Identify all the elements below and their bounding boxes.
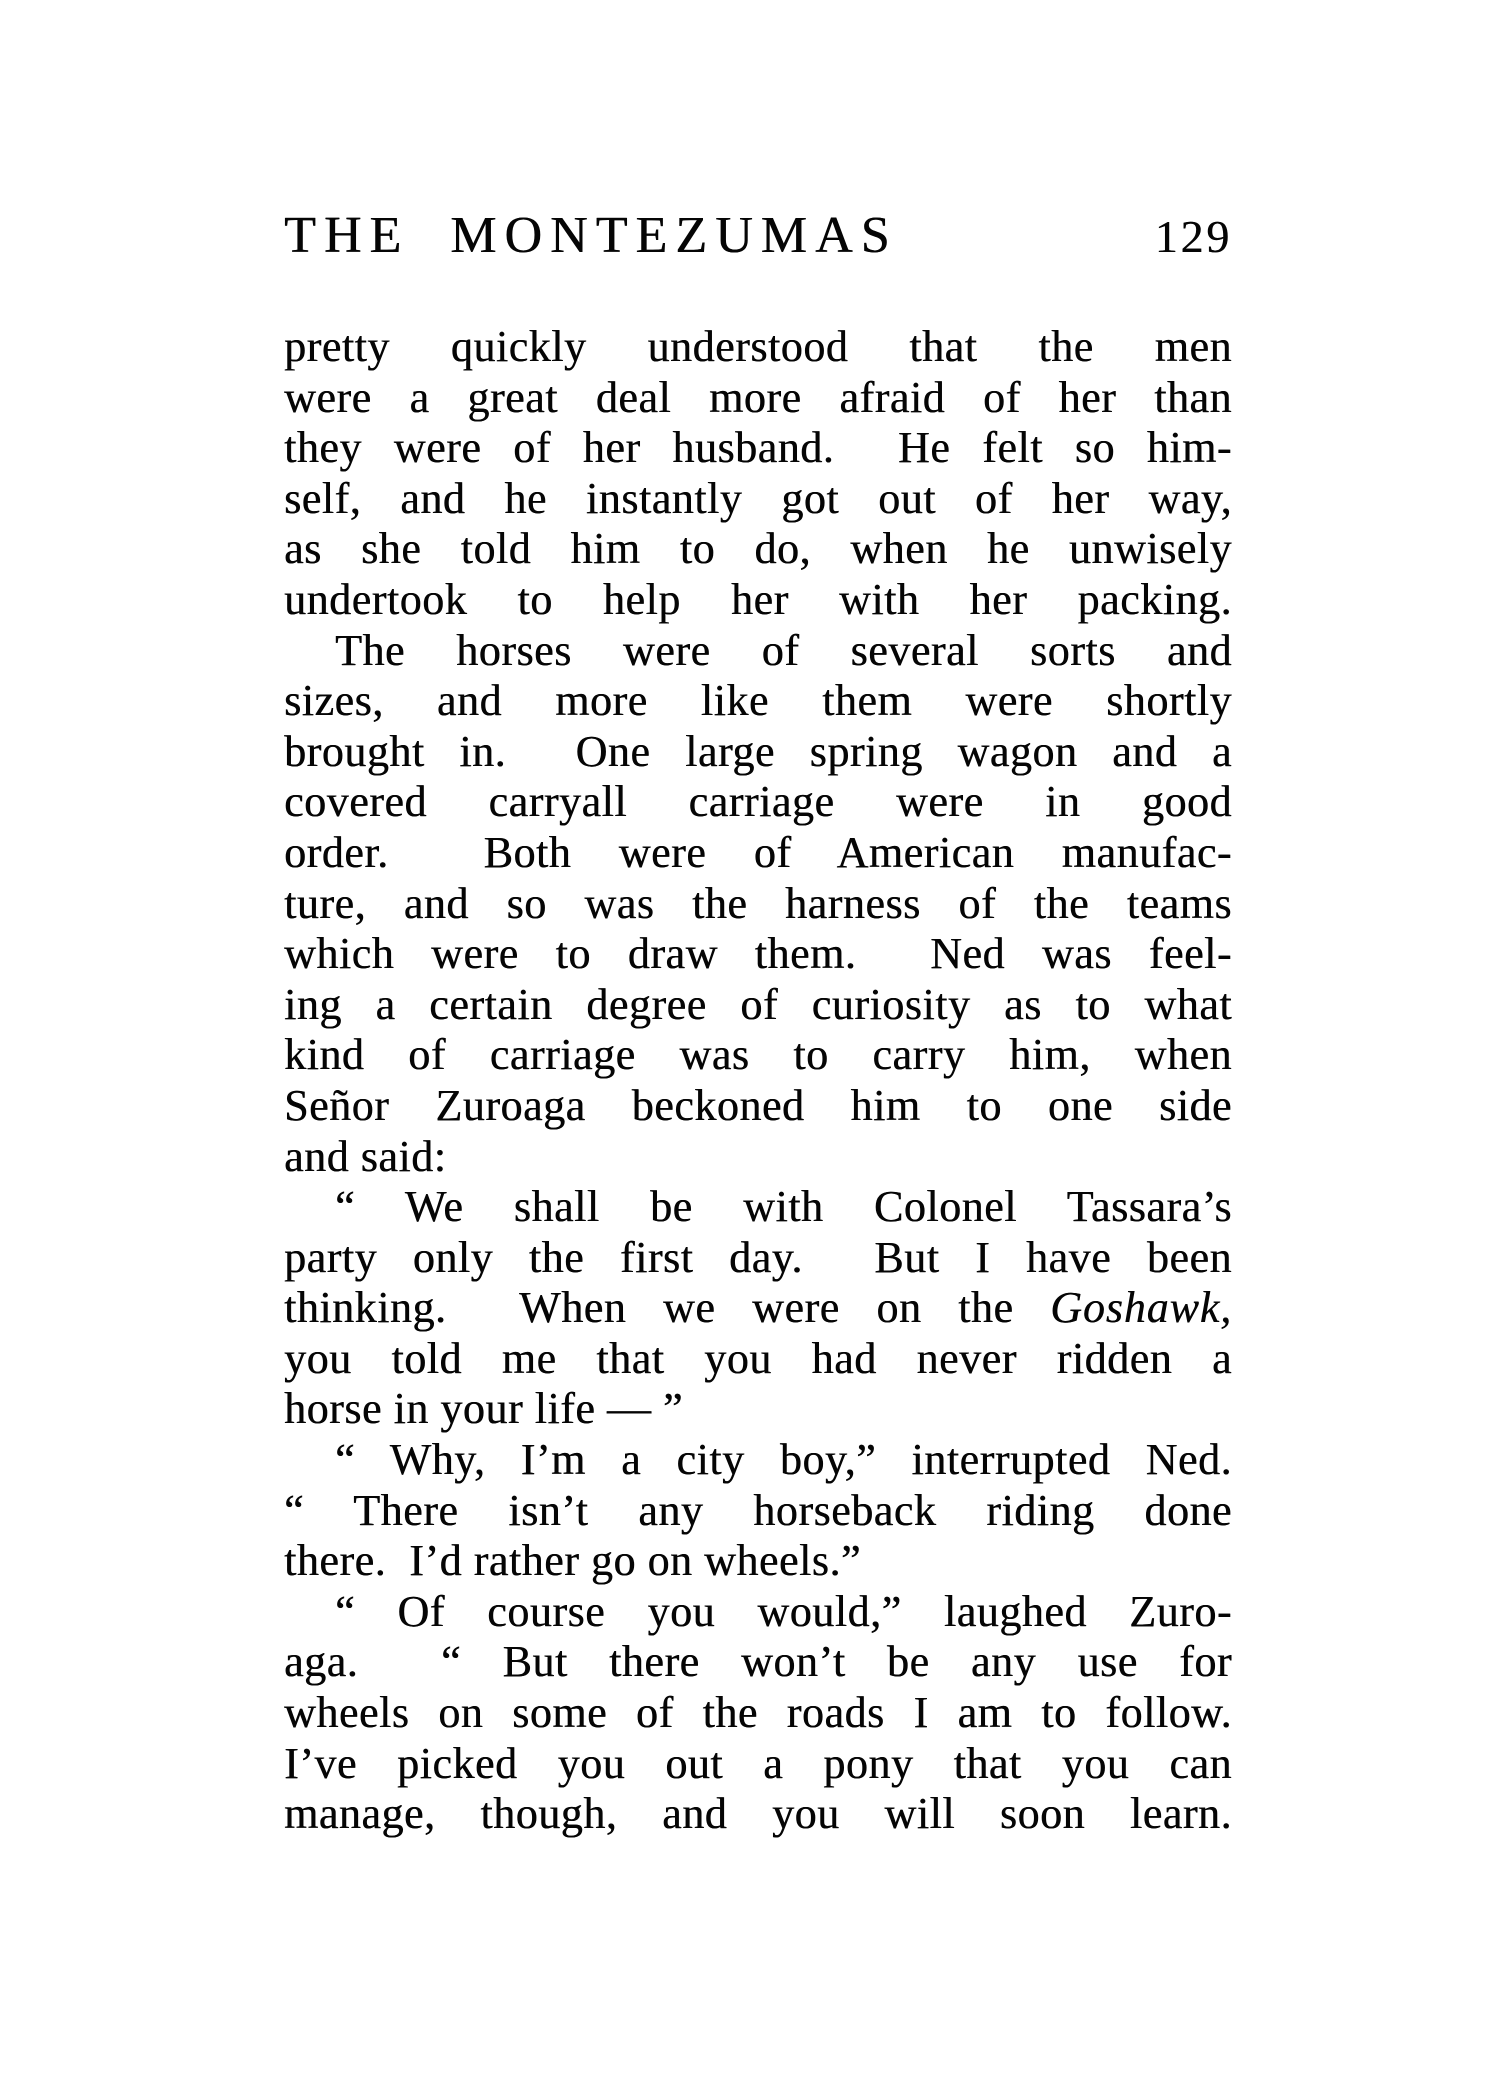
text-line: thinking. When we were on the Goshawk,	[284, 1283, 1232, 1333]
text-line: “ We shall be with Colonel Tassara’s	[335, 1182, 1232, 1232]
paragraph	[284, 1182, 1232, 1435]
text-line: ture, and so was the harness of the teams	[284, 878, 1232, 928]
paragraph	[284, 1587, 1232, 1840]
text-line: kind of carriage was to carry him, when	[284, 1030, 1232, 1080]
text-line: undertook to help her with her packing.	[284, 574, 1232, 624]
text-line: they were of her husband. He felt so him-	[284, 423, 1232, 473]
text-line: I’ve picked you out a pony that you can	[284, 1738, 1232, 1788]
paragraph	[284, 322, 1232, 626]
paragraph	[284, 1435, 1232, 1587]
text-line: wheels on some of the roads I am to follow.	[284, 1688, 1232, 1738]
text-line: order. Both were of American manufac-	[284, 827, 1232, 877]
text-line: covered carryall carriage were in good	[284, 777, 1232, 827]
text-line: were a great deal more afraid of her than	[284, 372, 1232, 422]
running-header	[284, 206, 1232, 265]
text-line: brought in. One large spring wagon and a	[284, 726, 1232, 776]
text-line: The horses were of several sorts and	[335, 625, 1232, 675]
text-line: pretty quickly understood that the men	[284, 322, 1232, 371]
text-line: which were to draw them. Ned was feel-	[284, 929, 1232, 979]
body-text-block	[284, 322, 1232, 1840]
text-line: there. I’d rather go on wheels.”	[284, 1536, 861, 1586]
text-line: sizes, and more like them were shortly	[284, 676, 1232, 726]
text-line: party only the first day. But I have been	[284, 1232, 1232, 1282]
text-line: “ There isn’t any horseback riding done	[284, 1485, 1232, 1535]
page-number: 129	[1154, 211, 1232, 262]
text-line: and said:	[284, 1131, 447, 1181]
text-line: horse in your life — ”	[284, 1384, 683, 1434]
text-line: Señor Zuroaga beckoned him to one side	[284, 1080, 1232, 1130]
text-line: ing a certain degree of curiosity as to what	[284, 979, 1232, 1029]
text-line: “ Why, I’m a city boy,” interrupted Ned.	[335, 1435, 1232, 1485]
text-line: as she told him to do, when he unwisely	[284, 524, 1232, 574]
paragraph	[284, 626, 1232, 1183]
text-line: you told me that you had never ridden a	[284, 1333, 1232, 1383]
text-line: self, and he instantly got out of her way,	[284, 473, 1232, 523]
text-line: manage, though, and you will soon learn.	[284, 1789, 1232, 1839]
page-title: THE MONTEZUMAS	[284, 207, 898, 264]
text-line: aga. “ But there won’t be any use for	[284, 1637, 1232, 1687]
text-line: “ Of course you would,” laughed Zuro-	[335, 1586, 1232, 1636]
